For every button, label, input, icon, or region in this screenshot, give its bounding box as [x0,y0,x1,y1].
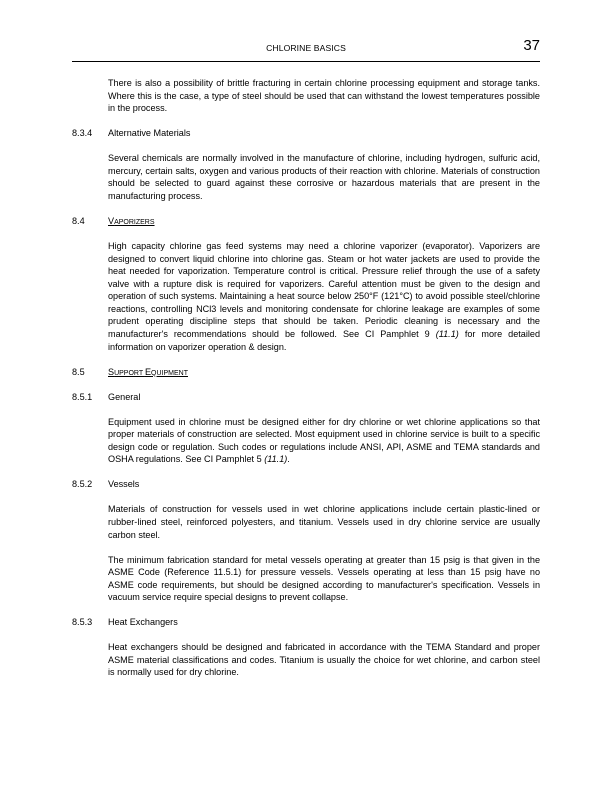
paragraph-general: Equipment used in chlorine must be designed either for dry chlorine or wet chlorine applications so that proper materials of construction are selected. Most equipment used in chlorine service is built to a specific design code or regulation. Such codes or regulations include ANSI, API, ASME and TEMA standards and OSHA regulations. See CI Pamphlet 5 (11.1). [108,416,540,465]
paragraph-vessels-materials: Materials of construction for vessels used in wet chlorine applications include certain plastic-lined or rubber-lined steel, reinforced polyesters, and titanium. Vessels used in dry chlorine service are usually carbon steel. [108,504,540,540]
paragraph-heat-exchangers: Heat exchangers should be designed and fabricated in accordance with the TEMA Standard and proper ASME material classifications and codes. Titanium is usually the choice for wet chlorine, and carbon steel is normally used for dry chlorine. [108,642,540,678]
section-heading-8-5-3 [72,616,540,629]
reference-citation: (11.1) [264,454,288,465]
section-number: 8.3.4 [72,128,93,139]
section-number: 8.4 [72,215,85,226]
running-header-title: CHLORINE BASICS [266,43,346,53]
section-title: VAPORIZERS [108,215,155,226]
reference-citation: (11.1) [435,329,459,340]
section-title: Alternative Materials [108,128,191,139]
section-number: 8.5 [72,366,85,377]
running-header [72,37,540,56]
section-heading-8-5-1 [72,391,540,404]
section-heading-8-3-4 [72,127,540,140]
section-heading-8-5 [72,366,540,379]
section-number: 8.5.3 [72,617,93,628]
section-heading-8-5-2 [72,478,540,491]
body-content [72,77,540,679]
paragraph-vessels-fabrication: The minimum fabrication standard for metal vessels operating at greater than 15 psig is that given in the ASME Code (Reference 11.5.1) for pressure vessels. Vessels operating at less than 15 psig have no ASME code requirements, but should be designed according to manufacturer's specification. Vessels in vacuum service require special designs to prevent collapse. [108,554,540,603]
section-title: Vessels [108,479,140,490]
section-title: SUPPORT EQUIPMENT [108,366,188,377]
section-number: 8.5.1 [72,391,93,402]
paragraph-vaporizers: High capacity chlorine gas feed systems may need a chlorine vaporizer (evaporator). Vaporizers are designed to convert liquid chlorine into chlorine gas. Steam or hot water jackets are used to provide the heat needed for vaporization. Temperature control is critical. Pressure relief through the use of a safety valve with a rupture disk is required for vaporizers. Careful attention must be given to the design and operation of such systems. Maintaining a heat source below 250°F (121°C) to avoid possible steel/chlorine reactions, controlling NCl3 levels and monitoring condensate for chlorine leakage are examples of some prudent operating discipline steps that should be taken. Periodic cleaning is necessary and the manufacturer's recommendations should be followed. See CI Pamphlet 9 (11.1) for more detailed information on vaporizer operation & design. [108,240,541,352]
section-title: Heat Exchangers [108,617,178,628]
paragraph-brittle-fracturing: There is also a possibility of brittle fracturing in certain chlorine processing equipment and storage tanks. Where this is the case, a type of steel should be used that can withstand the lowest temperatures possible in the process. [108,78,540,114]
section-number: 8.5.2 [72,479,93,490]
paragraph-alternative-materials: Several chemicals are normally involved in the manufacture of chlorine, including hydrogen, sulfuric acid, mercury, certain salts, oxygen and various products of their reaction with chlorine. Materials of construction should be selected to guard against these corrosive or hazardous materials that are present in the manufacturing process. [108,153,540,201]
section-title: General [108,391,141,402]
page-number: 37 [523,37,540,54]
header-rule [72,61,540,62]
section-heading-8-4 [72,215,540,228]
